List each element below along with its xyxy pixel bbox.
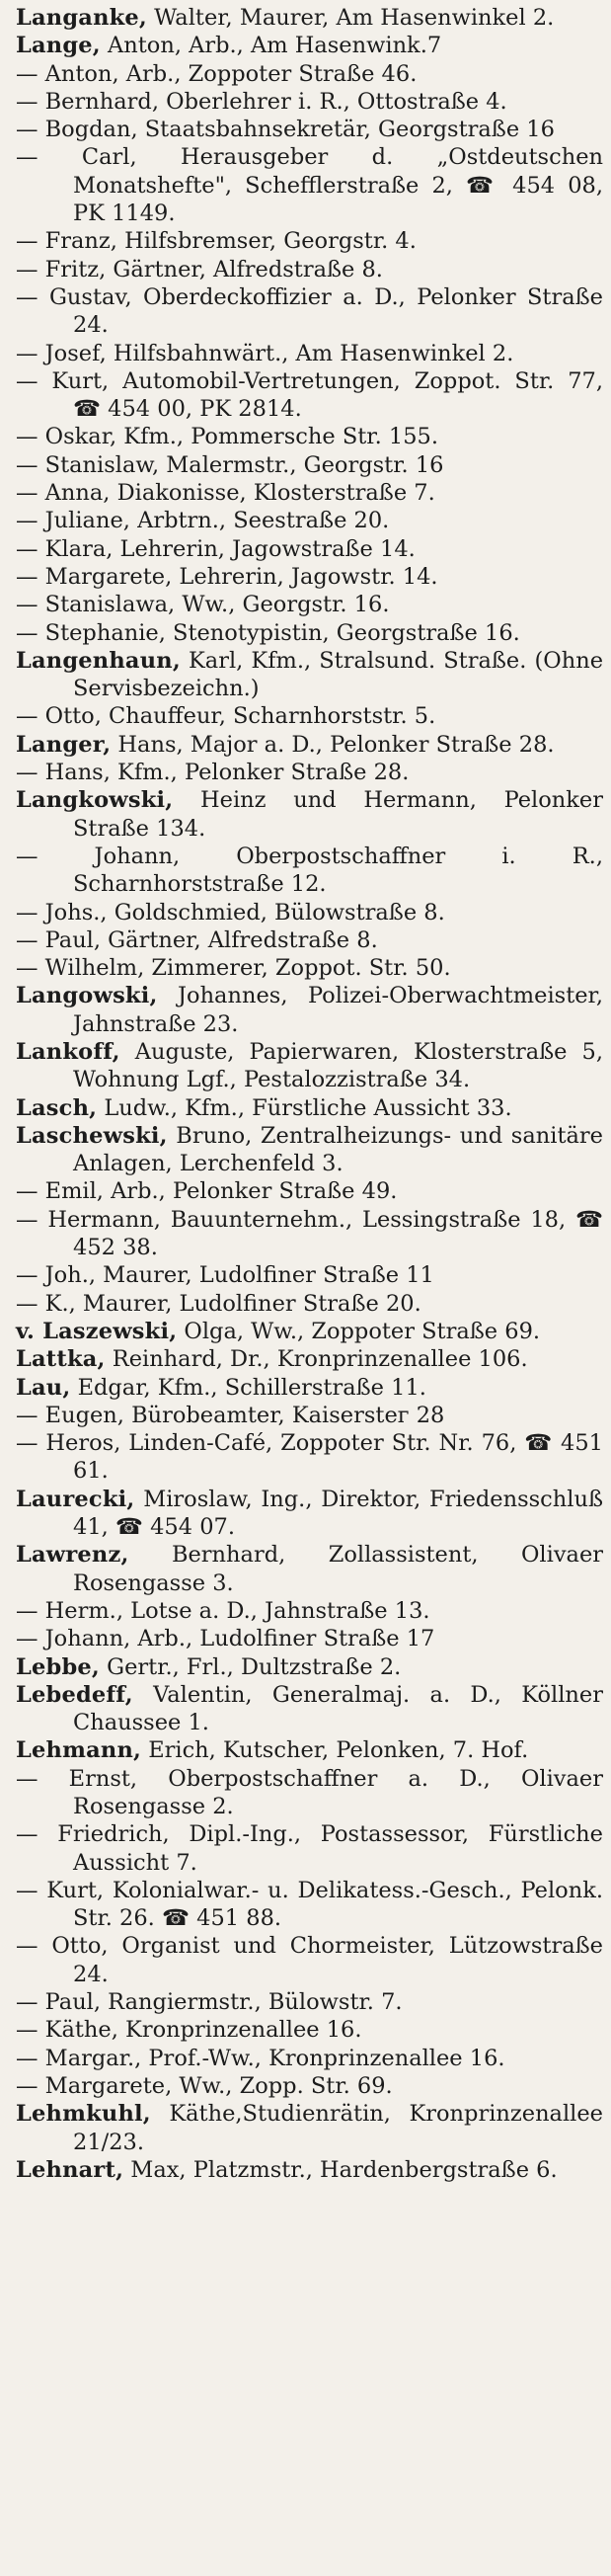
- directory-entry: [16, 1094, 603, 1122]
- entry-details: — Margar., Prof.-Ww., Kronprinzenallee 16.: [16, 2045, 505, 2071]
- entry-details: Erich, Kutscher, Pelonken, 7. Hof.: [148, 1737, 529, 1764]
- directory-subentry: [16, 1820, 603, 1877]
- entry-details: — Hermann, Bauunternehm., Lessingstraße 18, ☎ 452 38.: [16, 1206, 603, 1261]
- directory-subentry: [16, 1765, 603, 1821]
- entry-details: — Otto, Organist und Chormeister, Lützowstraße 24.: [16, 1933, 603, 1987]
- directory-entry: [16, 2156, 603, 2184]
- entry-details: — Friedrich, Dipl.-Ing., Postassessor, Fürstliche Aussicht 7.: [16, 1821, 603, 1876]
- entry-details: Gertr., Frl., Dultzstraße 2.: [107, 1653, 402, 1680]
- entry-surname: Lehmkuhl,: [16, 2101, 151, 2128]
- entry-details: — Juliane, Arbtrn., Seestraße 20.: [16, 508, 390, 534]
- directory-subentry: [16, 2016, 603, 2044]
- entry-details: — Oskar, Kfm., Pommersche Str. 155.: [16, 424, 438, 450]
- entry-details: — Käthe, Kronprinzenallee 16.: [16, 2017, 362, 2044]
- entry-details: — Paul, Rangiermstr., Bülowstr. 7.: [16, 1989, 403, 2016]
- entry-details: — Bernhard, Oberlehrer i. R., Ottostraße 4.: [16, 88, 507, 115]
- entry-details: — Kurt, Automobil-Vertretungen, Zoppot. Str. 77, ☎ 454 00, PK 2814.: [16, 367, 603, 423]
- entry-surname: Laschewski,: [16, 1122, 168, 1149]
- directory-subentry: [16, 143, 603, 227]
- entry-details: Olga, Ww., Zoppoter Straße 69.: [184, 1318, 541, 1344]
- directory-subentry: [16, 619, 603, 647]
- entry-details: — Johann, Oberpostschaffner i. R., Scharnhorststraße 12.: [16, 843, 603, 898]
- directory-subentry: [16, 2072, 603, 2100]
- directory-subentry: [16, 1402, 603, 1429]
- entry-details: — Hans, Kfm., Pelonker Straße 28.: [16, 760, 410, 786]
- entry-details: — Margarete, Lehrerin, Jagowstr. 14.: [16, 563, 438, 590]
- entry-surname: Laurecki,: [16, 1486, 135, 1512]
- entry-surname: Lattka,: [16, 1346, 106, 1373]
- directory-entry: [16, 1318, 603, 1345]
- directory-entry: [16, 1736, 603, 1764]
- entry-surname: Lau,: [16, 1374, 71, 1401]
- entry-surname: Lehmann,: [16, 1737, 142, 1764]
- entry-details: Karl, Kfm., Stralsund. Straße. (Ohne Servisbezeichn.): [73, 647, 604, 702]
- entry-surname: v. Laszewski,: [16, 1318, 178, 1344]
- entry-details: Auguste, Papierwaren, Klosterstraße 5, Wohnung Lgf., Pestalozzistraße 34.: [73, 1038, 604, 1093]
- directory-entry: [16, 786, 603, 843]
- directory-subentry: [16, 1261, 603, 1289]
- directory-subentry: [16, 507, 603, 534]
- directory-entry: [16, 982, 603, 1038]
- directory-subentry: [16, 1877, 603, 1933]
- entry-details: — Anna, Diakonisse, Klosterstraße 7.: [16, 480, 435, 507]
- entry-details: Max, Platzmstr., Hardenbergstraße 6.: [130, 2156, 558, 2183]
- directory-entry: [16, 2100, 603, 2156]
- directory-subentry: [16, 1597, 603, 1625]
- entry-surname: Lankoff,: [16, 1038, 120, 1065]
- directory-subentry: [16, 702, 603, 730]
- entry-surname: Langenhaun,: [16, 647, 181, 674]
- entry-details: — Gustav, Oberdeckoffizier a. D., Pelonker Straße 24.: [16, 283, 603, 339]
- directory-entry: [16, 1653, 603, 1681]
- entry-surname: Lasch,: [16, 1094, 98, 1121]
- entry-details: Miroslaw, Ing., Direktor, Friedensschluß 41, ☎ 454 07.: [73, 1486, 603, 1541]
- entry-surname: Lehnart,: [16, 2156, 124, 2183]
- directory-entry: [16, 1038, 603, 1094]
- directory-subentry: [16, 591, 603, 618]
- directory-subentry: [16, 2045, 603, 2072]
- directory-subentry: [16, 843, 603, 899]
- entry-details: — Otto, Chauffeur, Scharnhorststr. 5.: [16, 703, 436, 730]
- entry-surname: Lebbe,: [16, 1653, 100, 1680]
- entry-details: — Emil, Arb., Pelonker Straße 49.: [16, 1178, 398, 1205]
- directory-subentry: [16, 60, 603, 88]
- directory-subentry: [16, 256, 603, 283]
- entry-details: — Bogdan, Staatsbahnsekretär, Georgstraße 16: [16, 117, 555, 143]
- directory-subentry: [16, 954, 603, 982]
- entry-surname: Lange,: [16, 33, 101, 59]
- directory-entry: [16, 32, 603, 59]
- directory-entry: [16, 1541, 603, 1597]
- directory-subentry: [16, 116, 603, 143]
- entry-details: — Josef, Hilfsbahnwärt., Am Hasenwinkel 2.: [16, 340, 514, 366]
- directory-entry: [16, 1486, 603, 1542]
- entry-details: — Heros, Linden-Café, Zoppoter Str. Nr. 76, ☎ 451 61.: [16, 1430, 603, 1485]
- directory-subentry: [16, 88, 603, 116]
- entry-details: — Anton, Arb., Zoppoter Straße 46.: [16, 60, 418, 87]
- directory-subentry: [16, 535, 603, 563]
- entry-details: — Margarete, Ww., Zopp. Str. 69.: [16, 2072, 393, 2099]
- entry-details: — Stephanie, Stenotypistin, Georgstraße 16.: [16, 619, 520, 646]
- entry-surname: Lawrenz,: [16, 1542, 129, 1569]
- directory-entry: [16, 1681, 603, 1737]
- entry-details: — Stanislaw, Malermstr., Georgstr. 16: [16, 451, 444, 478]
- directory-subentry: [16, 451, 603, 479]
- entry-details: — Joh., Maurer, Ludolfiner Straße 11: [16, 1262, 434, 1289]
- directory-entry: [16, 1345, 603, 1373]
- entry-details: Bernhard, Zollassistent, Olivaer Rosengasse 3.: [73, 1542, 604, 1596]
- entry-details: Valentin, Generalmaj. a. D., Köllner Chaussee 1.: [73, 1681, 603, 1736]
- directory-subentry: [16, 423, 603, 450]
- entry-details: Edgar, Kfm., Schillerstraße 11.: [77, 1374, 426, 1401]
- directory-subentry: [16, 340, 603, 367]
- entry-details: — Paul, Gärtner, Alfredstraße 8.: [16, 926, 378, 953]
- directory-subentry: [16, 283, 603, 340]
- directory-subentry: [16, 1932, 603, 1988]
- entry-surname: Langer,: [16, 731, 112, 758]
- directory-subentry: [16, 1206, 603, 1262]
- directory-subentry: [16, 1988, 603, 2016]
- entry-details: — Ernst, Oberpostschaffner a. D., Olivaer Rosengasse 2.: [16, 1765, 603, 1819]
- directory-subentry: [16, 479, 603, 507]
- entry-details: Reinhard, Dr., Kronprinzenallee 106.: [112, 1346, 528, 1373]
- entry-details: — Johann, Arb., Ludolfiner Straße 17: [16, 1626, 435, 1652]
- directory-subentry: [16, 759, 603, 786]
- directory-subentry: [16, 367, 603, 424]
- entry-details: — K., Maurer, Ludolfiner Straße 20.: [16, 1290, 421, 1317]
- entry-surname: Langkowski,: [16, 787, 174, 814]
- entry-details: Hans, Major a. D., Pelonker Straße 28.: [117, 731, 555, 758]
- entry-surname: Lebedeff,: [16, 1681, 133, 1708]
- directory-entry: [16, 731, 603, 759]
- directory-entry: [16, 1374, 603, 1402]
- directory-subentry: [16, 899, 603, 926]
- directory-subentry: [16, 1429, 603, 1486]
- entry-surname: Langowski,: [16, 983, 158, 1009]
- entry-details: Heinz und Hermann, Pelonker Straße 134.: [73, 787, 603, 842]
- directory-entry: [16, 1122, 603, 1178]
- entry-details: Walter, Maurer, Am Hasenwinkel 2.: [154, 5, 555, 31]
- directory-subentry: [16, 563, 603, 591]
- entry-details: — Stanislawa, Ww., Georgstr. 16.: [16, 592, 390, 618]
- directory-entry: [16, 647, 603, 703]
- entry-details: — Klara, Lehrerin, Jagowstraße 14.: [16, 535, 416, 562]
- entry-details: — Kurt, Kolonialwar.- u. Delikatess.-Gesch., Pelonk. Str. 26. ☎ 451 88.: [16, 1877, 603, 1932]
- entry-details: — Herm., Lotse a. D., Jahnstraße 13.: [16, 1597, 430, 1624]
- entry-details: Käthe,Studienrätin, Kronprinzenallee 21/23.: [73, 2101, 603, 2155]
- entry-details: Anton, Arb., Am Hasenwink.7: [108, 33, 442, 59]
- entry-details: Bruno, Zentralheizungs- und sanitäre Anlagen, Lerchenfeld 3.: [73, 1122, 603, 1177]
- directory-subentry: [16, 1177, 603, 1205]
- entry-details: — Johs., Goldschmied, Bülowstraße 8.: [16, 899, 445, 926]
- directory-subentry: [16, 1625, 603, 1652]
- directory-subentry: [16, 1290, 603, 1318]
- entry-details: — Wilhelm, Zimmerer, Zoppot. Str. 50.: [16, 955, 451, 982]
- entry-surname: Langanke,: [16, 5, 147, 31]
- entry-details: — Eugen, Bürobeamter, Kaiserstег 28: [16, 1402, 445, 1428]
- entry-details: — Franz, Hilfsbremser, Georgstr. 4.: [16, 228, 417, 255]
- directory-subentry: [16, 926, 603, 954]
- entry-details: Johannes, Polizei-Oberwachtmeister, Jahnstraße 23.: [73, 983, 603, 1037]
- entry-details: — Fritz, Gärtner, Alfredstraße 8.: [16, 256, 383, 282]
- directory-entry: [16, 4, 603, 32]
- entry-details: Ludw., Kfm., Fürstliche Aussicht 33.: [104, 1094, 512, 1121]
- directory-subentry: [16, 227, 603, 255]
- entry-details: — Carl, Herausgeber d. „Ostdeutschen Monatshefte", Schefflerstraße 2, ☎ 454 08, PK 1149.: [16, 144, 603, 227]
